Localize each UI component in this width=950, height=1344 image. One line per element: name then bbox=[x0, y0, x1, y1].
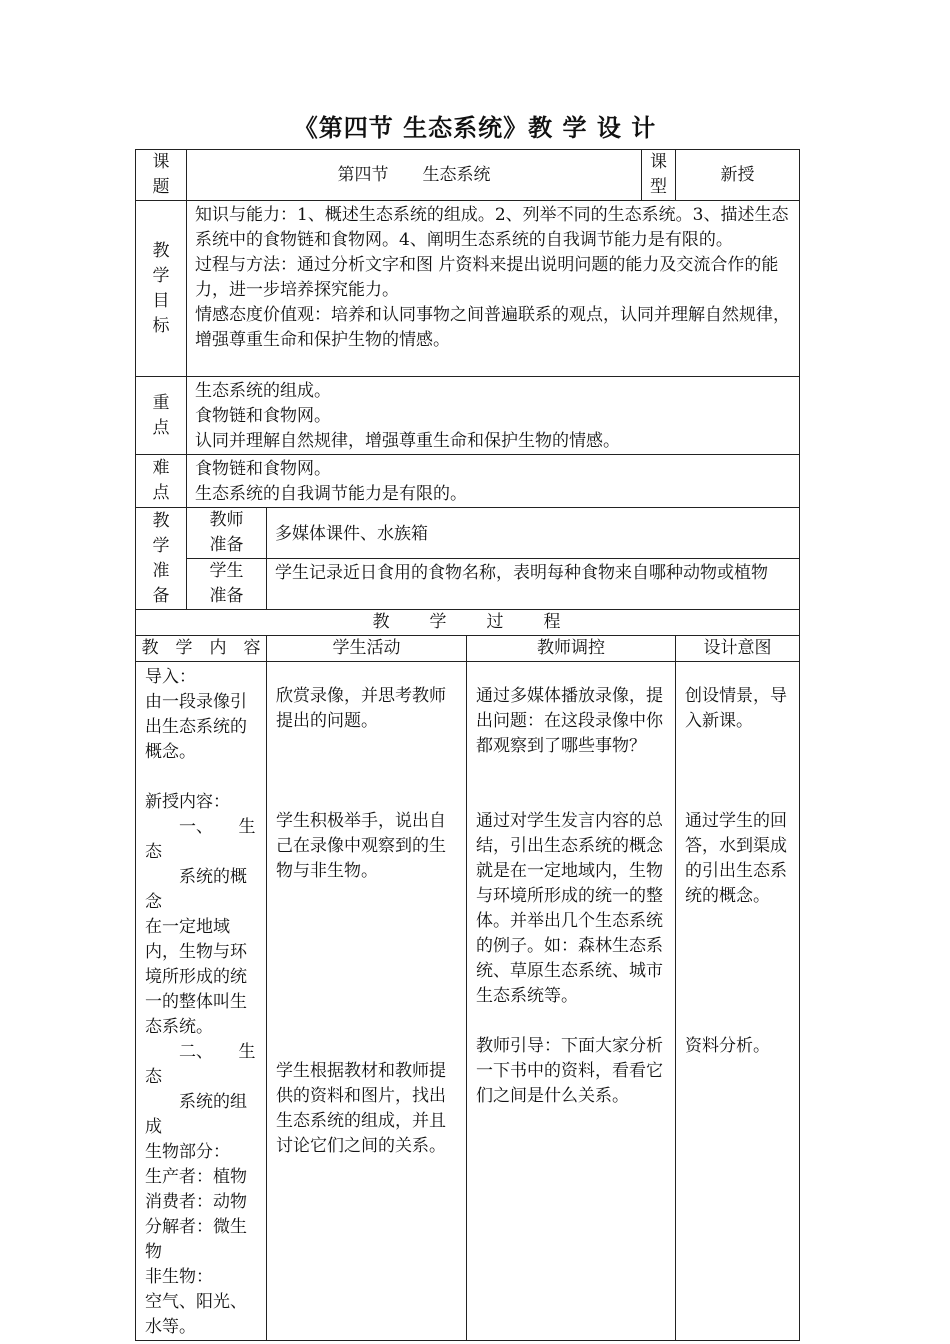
topic-value: 第四节 生态系统 bbox=[187, 150, 642, 201]
process-student-cell: 欣赏录像，并思考教师提出的问题。 学生积极举手，说出自己在录像中观察到的生物与非生物。 学生根据教材和教师提供的资料和图片，找出生态系统的组成，并且讨论它们之间的关系。 bbox=[267, 662, 467, 1341]
column-header-intent: 设计意图 bbox=[676, 636, 800, 662]
column-header-teacher: 教师调控 bbox=[467, 636, 676, 662]
page-title: 《第四节 生态系统》教 学 设 计 bbox=[293, 113, 657, 142]
process-teacher-cell: 通过多媒体播放录像，提出问题：在这段录像中你都观察到了哪些事物？ 通过对学生发言内容的总结，引出生态系统的概念就是在一定地域内，生物与环境所形成的统一的整体。并举出几个生态系统的例子。如：森林生态系统、草原生态系统、城市生态系统等。 教师引导：下面大家分析一下书中的资料，看看它们之间是什么关系。 bbox=[467, 662, 676, 1341]
difficulties-label: 难 点 bbox=[136, 455, 187, 508]
difficulties-text: 食物链和食物网。 生态系统的自我调节能力是有限的。 bbox=[187, 455, 800, 508]
lesson-plan-table bbox=[135, 149, 799, 1341]
objectives-text: 知识与能力：1、概述生态系统的组成。2、列举不同的生态系统。3、描述生态系统中的食物链和食物网。4、阐明生态系统的自我调节能力是有限的。 过程与方法：通过分析文字和图 片资料来提出说明问题的能力及交流合作的能力，进一步培养探究能力。 情感态度价值观：培养和认同事物之间普遍联系的观点，认同并理解自然规律，增强尊重生命和保护生物的情感。 bbox=[187, 201, 800, 377]
type-label: 课 型 bbox=[642, 150, 676, 201]
type-value: 新授 bbox=[676, 150, 800, 201]
column-header-student: 学生活动 bbox=[267, 636, 467, 662]
student-prep-text: 学生记录近日食用的食物名称，表明每种食物来自哪种动物或植物 bbox=[267, 559, 800, 610]
student-prep-label: 学生 准备 bbox=[187, 559, 267, 610]
key-points-label: 重 点 bbox=[136, 377, 187, 455]
topic-label: 课 题 bbox=[136, 150, 187, 201]
column-header-content: 教 学 内 容 bbox=[136, 636, 267, 662]
key-points-text: 生态系统的组成。 食物链和食物网。 认同并理解自然规律，增强尊重生命和保护生物的情感。 bbox=[187, 377, 800, 455]
teacher-prep-label: 教师 准备 bbox=[187, 508, 267, 559]
teacher-prep-text: 多媒体课件、水族箱 bbox=[267, 508, 800, 559]
objectives-label: 教 学 目 标 bbox=[136, 201, 187, 377]
process-title: 教 学 过 程 bbox=[136, 610, 800, 636]
process-content-cell: 导入： 由一段录像引出生态系统的概念。 新授内容： 一、 生态 系统的概念 在一定地域内，生物与环境所形成的统一的整体叫生态系统。 二、 生态 系统的组成 生物部分： 生产者：植物 消费者：动物 分解者：微生物 非生物： 空气、阳光、水等。 bbox=[136, 662, 267, 1341]
preparation-label: 教 学 准 备 bbox=[136, 508, 187, 610]
process-intent-cell: 创设情景，导入新课。 通过学生的回答，水到渠成的引出生态系统的概念。 资料分析。 bbox=[676, 662, 800, 1341]
